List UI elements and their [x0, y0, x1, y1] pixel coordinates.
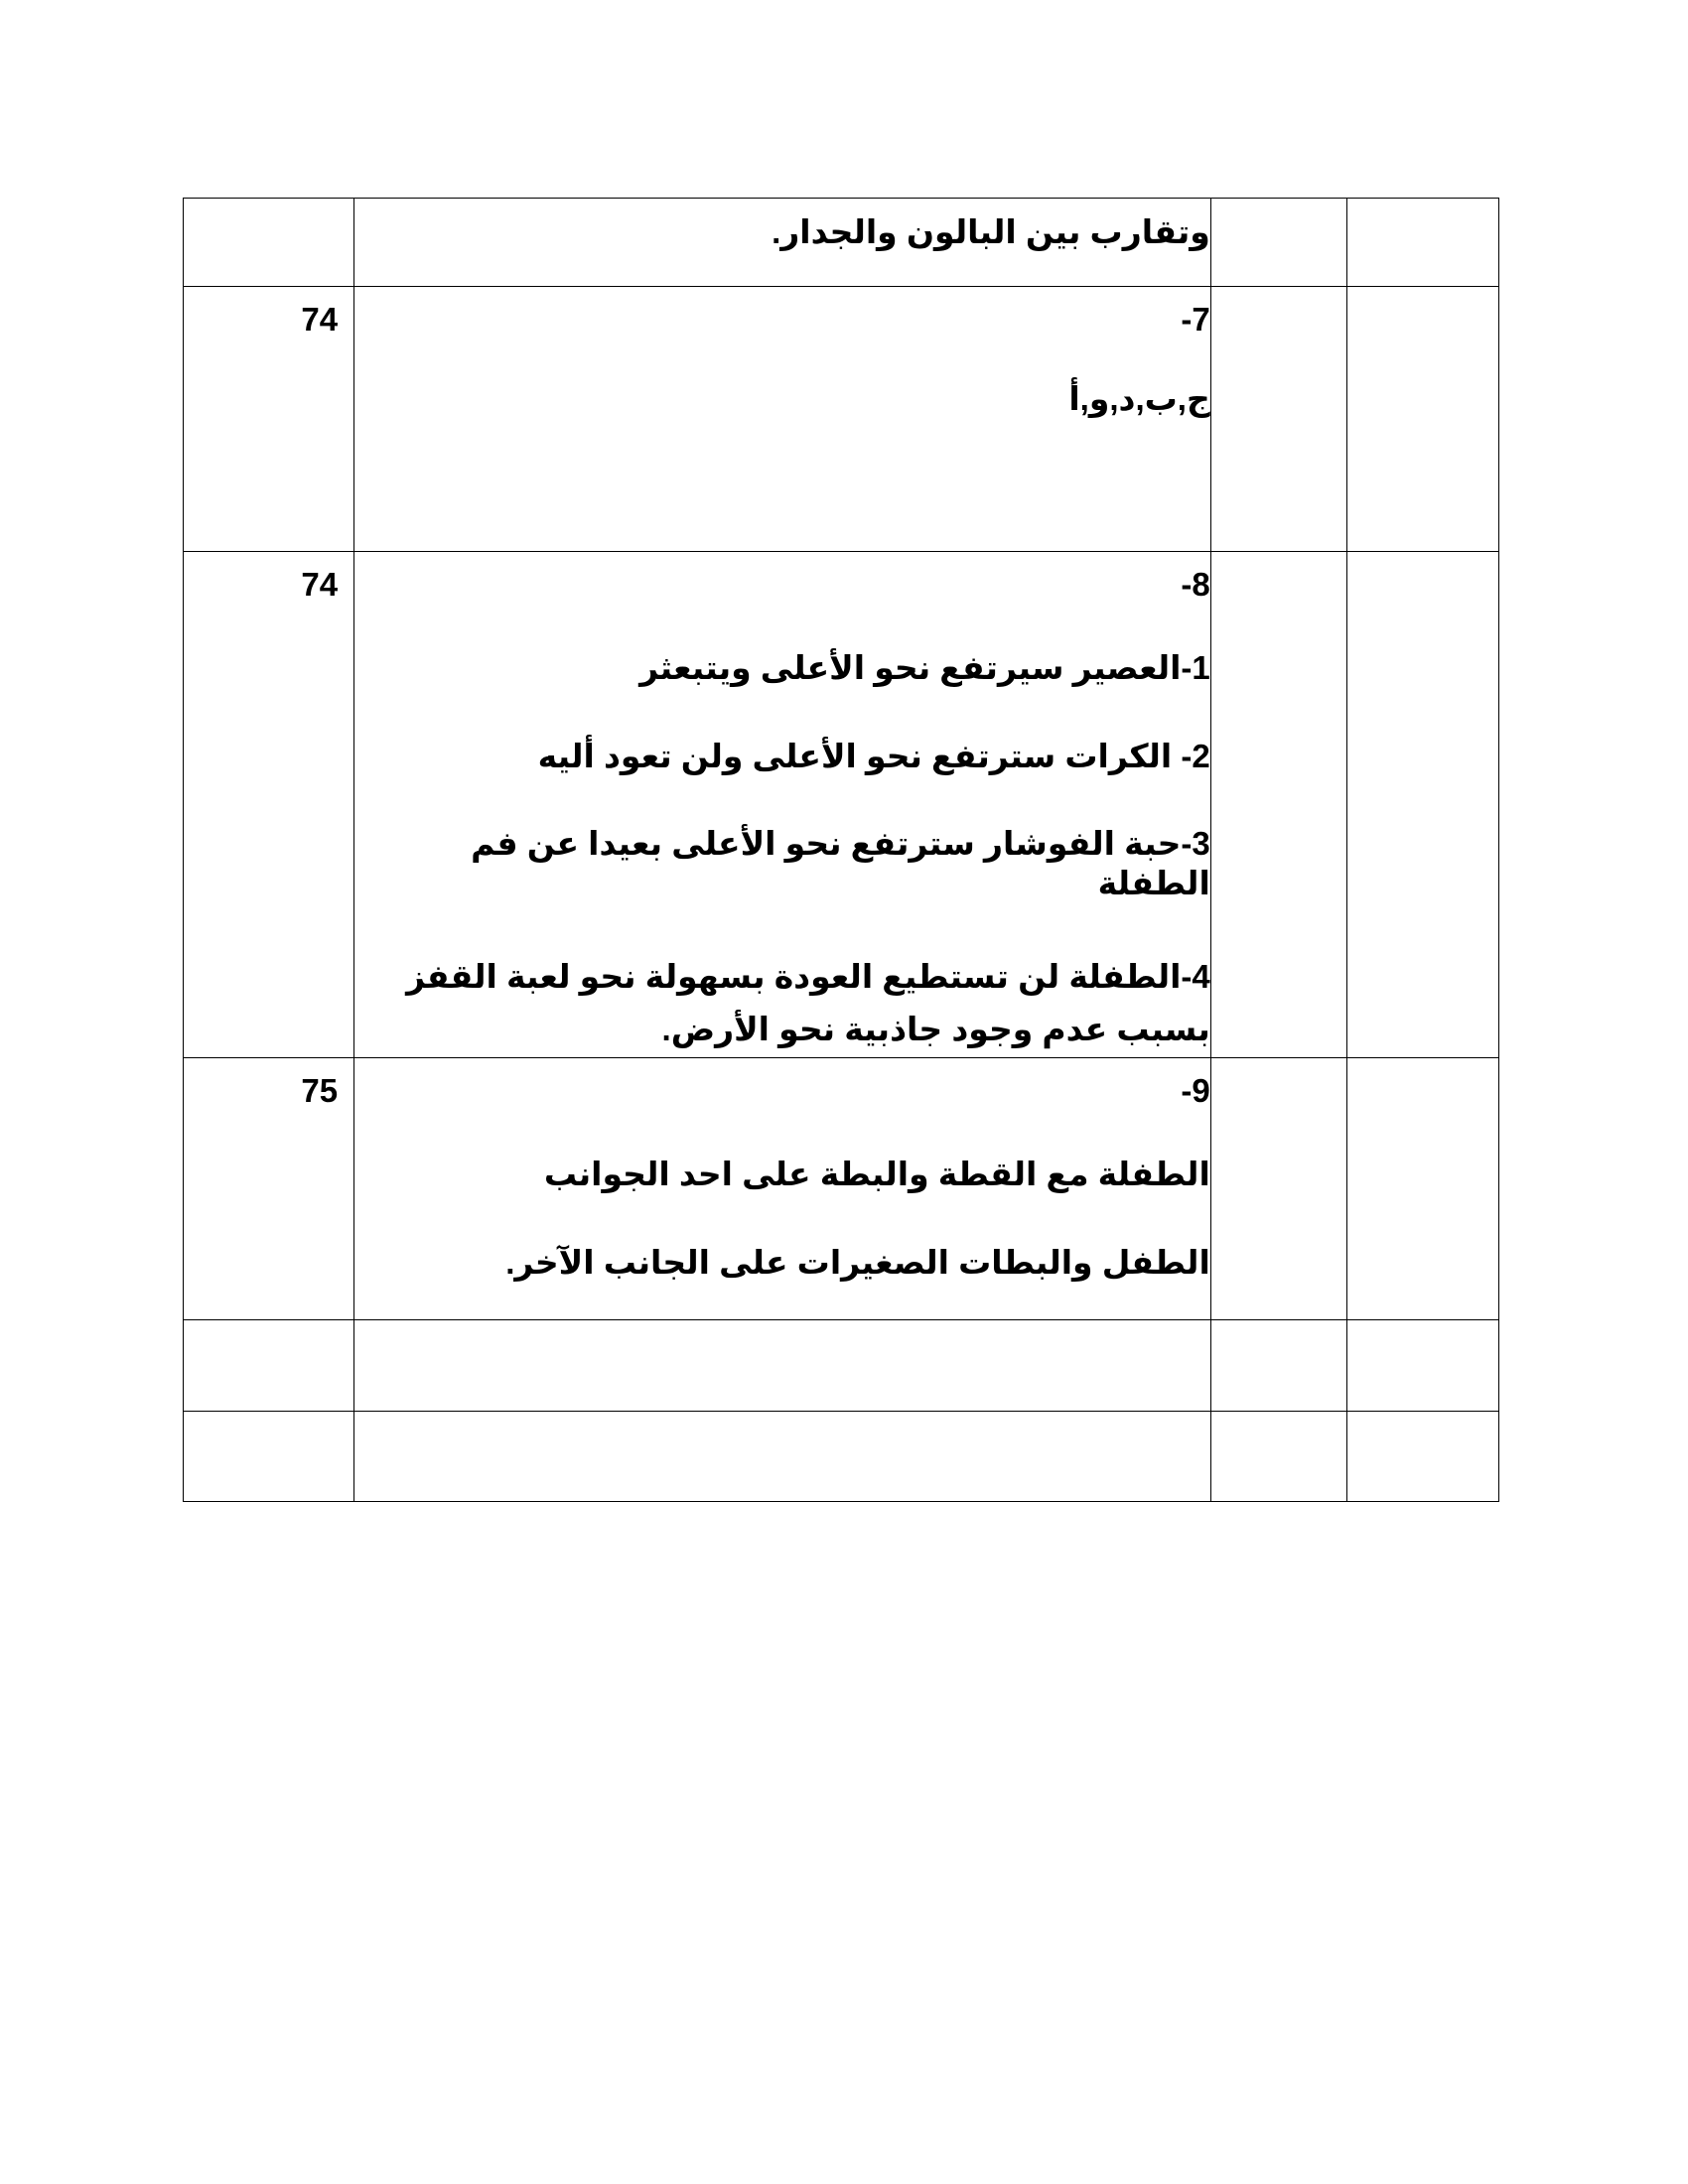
empty-cell [354, 1412, 1211, 1502]
answer-line: الطفل والبطات الصغيرات على الجانب الآخر. [505, 1243, 1210, 1281]
question-number: -9 [1181, 1072, 1210, 1109]
answer-line: ج,ب,د,و,أ [1068, 380, 1210, 417]
page-number: 75 [301, 1072, 339, 1109]
empty-cell [1210, 287, 1346, 552]
table-row [184, 1320, 1499, 1412]
empty-cell [354, 1320, 1211, 1412]
empty-cell [1346, 552, 1498, 1058]
empty-cell [1346, 1058, 1498, 1320]
empty-cell [184, 1320, 354, 1412]
question-number: -8 [1181, 566, 1210, 603]
empty-cell [1346, 287, 1498, 552]
empty-cell [1210, 1320, 1346, 1412]
answer-table [183, 198, 1499, 1502]
empty-cell [1346, 1412, 1498, 1502]
answer-cell [354, 552, 1211, 1058]
empty-cell [1210, 1058, 1346, 1320]
table-row [184, 1412, 1499, 1502]
empty-cell [1210, 552, 1346, 1058]
answer-cell [354, 287, 1211, 552]
page-cell [184, 552, 354, 1058]
answer-line: الطفلة مع القطة والبطة على احد الجوانب [543, 1156, 1210, 1192]
answer-line: 3-حبة الفوشار سترتفع نحو الأعلى بعيدا عن فم الطفلة [471, 825, 1210, 901]
answer-cell [354, 1058, 1211, 1320]
answer-line: 4-الطفلة لن تستطيع العودة بسهولة نحو لعبة القفز بسبب عدم وجود جاذبية نحو الأرض. [406, 958, 1210, 1048]
table-row [184, 1058, 1499, 1320]
page-cell [184, 1058, 354, 1320]
page-number: 74 [301, 301, 339, 338]
answer-line: 2- الكرات سترتفع نحو الأعلى ولن تعود أليه [537, 737, 1210, 774]
answer-cell [354, 199, 1211, 287]
empty-cell [184, 1412, 354, 1502]
answer-line: وتقارب بين البالون والجدار. [772, 213, 1210, 250]
question-number: -7 [1181, 301, 1210, 338]
answer-line: 1-العصير سيرتفع نحو الأعلى ويتبعثر [639, 649, 1210, 686]
table-row [184, 287, 1499, 552]
page-cell [184, 199, 354, 287]
table-row [184, 552, 1499, 1058]
empty-cell [1210, 1412, 1346, 1502]
empty-cell [1346, 1320, 1498, 1412]
table-row [184, 199, 1499, 287]
page-cell [184, 287, 354, 552]
empty-cell [1210, 199, 1346, 287]
page-number: 74 [301, 566, 339, 603]
empty-cell [1346, 199, 1498, 287]
